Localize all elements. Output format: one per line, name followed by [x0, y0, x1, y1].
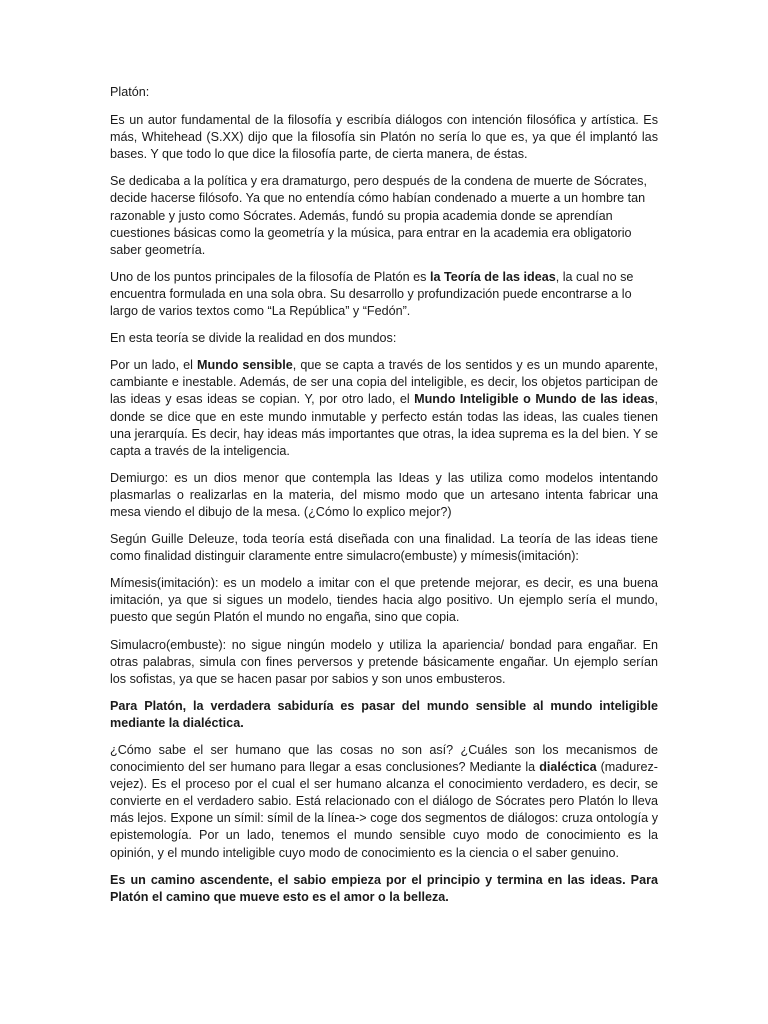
- bold-theory-of-ideas: la Teoría de las ideas: [429, 269, 556, 284]
- bold-mundo-sensible: Mundo sensible: [197, 358, 293, 373]
- paragraph-text: , que se capta a través de los sentidos y es un mundo aparente, cambiante e inestable. Además, de ser una copia del inteligible, es decir, los objetos participan de las ideas y esas ideas se copian. Y, por otro lado, el: [110, 358, 658, 407]
- bold-dialectica: dialéctica: [539, 760, 597, 775]
- paragraph-true-wisdom: Para Platón, la verdadera sabiduría es pasar del mundo sensible al mundo inteligible mediante la dialéctica.: [110, 698, 658, 730]
- paragraph-demiurgo: Demiurgo: es un dios menor que contempla las Ideas y las utiliza como modelos intentando plasmarlas o realizarlas en la materia, del mismo modo que un artesano intenta fabricar una mesa viendo el dibujo de la mesa. (¿Cómo lo explico mejor?): [110, 470, 658, 519]
- paragraph-intro: Es un autor fundamental de la filosofía y escribía diálogos con intención filosófica y artística. Es más, Whitehead (S.XX) dijo que la filosofía sin Platón no sería lo que es, ya que él implantó las bases. Y que todo lo que dice la filosofía parte, de cierta manera, de éstas.: [110, 113, 658, 162]
- paragraph-deleuze: Según Guille Deleuze, toda teoría está diseñada con una finalidad. La teoría de las ideas tiene como finalidad distinguir claramente entre simulacro(embuste) y mímesis(imitación):: [110, 532, 658, 564]
- paragraph-text: ¿Cómo sabe el ser humano que las cosas no son así? ¿Cuáles son los mecanismos de conocimiento del ser humano para llegar a esas conclusiones? Mediante la: [110, 743, 658, 775]
- paragraph-text: Uno de los puntos principales de la filosofía de Platón es: [110, 269, 430, 284]
- paragraph-ascending-path: Es un camino ascendente, el sabio empieza por el principio y termina en las ideas. Para Platón el camino que mueve esto es el amor o la belleza.: [110, 872, 658, 904]
- paragraph-sensible-intelligible: [110, 357, 658, 460]
- paragraph-two-worlds: En esta teoría se divide la realidad en dos mundos:: [110, 331, 397, 346]
- document-page: [110, 84, 658, 916]
- paragraph-dialectica: [110, 742, 658, 862]
- paragraph-biography: Se dedicaba a la política y era dramaturgo, pero después de la condena de muerte de Sócrates, decide hacerse filósofo. Ya que no entendía cómo habían condenado a muerte a un hombre tan razonable y justo como Sócrates. Además, fundó su propia academia donde se aprendían cuestiones básicas como la geometría y la música, para entrar en la academia era obligatorio saber geometría.: [110, 174, 647, 257]
- paragraph-theory-of-ideas: [110, 269, 658, 320]
- paragraph-text: , la cual no se encuentra formulada en una sola obra. Su desarrollo y profundización puede encontrarse a lo largo de varios textos como “La República” y “Fedón”.: [110, 269, 634, 319]
- paragraph-text: Por un lado, el: [110, 358, 198, 373]
- bold-mundo-inteligible: Mundo Inteligible o Mundo de las ideas: [414, 392, 655, 407]
- paragraph-text: (madurez-vejez). Es el proceso por el cual el ser humano alcanza el conocimiento verdadero, es decir, se convierte en el verdadero sabio. Está relacionado con el diálogo de Sócrates pero Platón lo lleva más lejos. Expone un símil: símil de la línea-> coge dos segmentos de diálogos: cruza ontología y epistemología. Por un lado, tenemos el mundo sensible cuyo modo de conocimiento es la opinión, y el mundo inteligible cuyo modo de conocimiento es la ciencia o el saber genuino.: [110, 760, 658, 860]
- paragraph-mimesis: Mímesis(imitación): es un modelo a imitar con el que pretende mejorar, es decir, es una buena imitación, ya que si sigues un modelo, tiendes hacia algo positivo. Un ejemplo sería el mundo, puesto que según Platón el mundo no engaña, sino que copia.: [110, 576, 658, 625]
- document-title: Platón:: [110, 85, 150, 99]
- paragraph-simulacro: Simulacro(embuste): no sigue ningún modelo y utiliza la apariencia/ bondad para engañar. En otras palabras, simula con fines perversos y pretende básicamente engañar. Un ejemplo serían los sofistas, ya que se hacen pasar por sabios y son unos embusteros.: [110, 637, 658, 686]
- paragraph-text: , donde se dice que en este mundo inmutable y perfecto están todas las ideas, las cuales tienen una jerarquía. Es decir, hay ideas más importantes que otras, la idea suprema es la del bien. Y se capta a través de la inteligencia.: [110, 392, 658, 458]
